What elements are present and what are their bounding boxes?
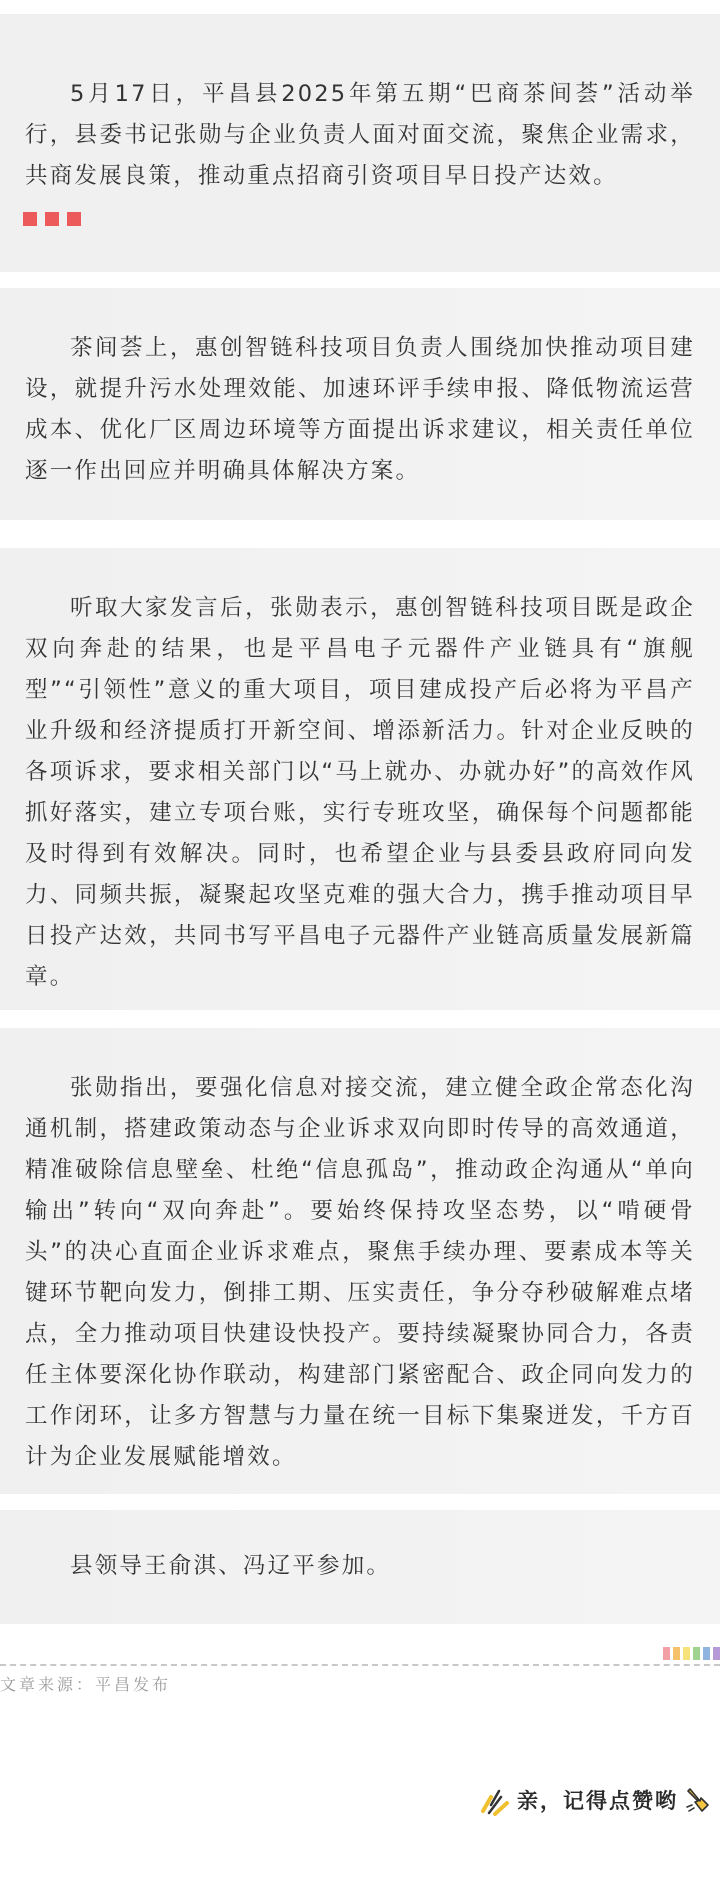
square-icon [45, 212, 59, 226]
content-card-2 [0, 288, 720, 520]
content-card-5 [0, 1510, 720, 1624]
intro-card [0, 14, 720, 272]
color-bar [713, 1647, 720, 1660]
paragraph-intro: 5月17日，平昌县2025年第五期“巴商茶间荟”活动举行，县委书记张勋与企业负责人面对面交流，聚焦企业需求，共商发展良策，推动重点招商引资项目早日投产达效。 [25, 81, 695, 189]
color-bar [663, 1647, 670, 1660]
square-icon [23, 212, 37, 226]
square-icon [67, 212, 81, 226]
content-card-4 [0, 1028, 720, 1494]
like-reminder[interactable] [477, 1780, 714, 1820]
article-source: 文章来源：平昌发布 [0, 1675, 172, 1694]
paragraph-2: 茶间荟上，惠创智链科技项目负责人围绕加快推动项目建设，就提升污水处理效能、加速环评手续申报、降低物流运营成本、优化厂区周边环境等方面提出诉求建议，相关责任单位逐一作出回应并明确具体解决方案。 [25, 335, 695, 484]
sparkle-lines-icon [477, 1783, 511, 1817]
color-bar [673, 1647, 680, 1660]
paragraph-3: 听取大家发言后，张勋表示，惠创智链科技项目既是政企双向奔赴的结果，也是平昌电子元器件产业链具有“旗舰型”“引领性”意义的重大项目，项目建成投产后必将为平昌产业升级和经济提质打开新空间、增添新活力。针对企业反映的各项诉求，要求相关部门以“马上就办、办就办好”的高效作风抓好落实，建立专项台账，实行专班攻坚，确保每个问题都能及时得到有效解决。同时，也希望企业与县委县政府同向发力、同频共振，凝聚起攻坚克难的强大合力，携手推动项目早日投产达效，共同书写平昌电子元器件产业链高质量发展新篇章。 [25, 595, 695, 990]
content-card-3 [0, 548, 720, 1010]
like-text: 亲，记得点赞哟 [517, 1789, 678, 1813]
color-bar [693, 1647, 700, 1660]
paragraph-5: 县领导王俞淇、冯辽平参加。 [70, 1553, 392, 1579]
dashed-divider [0, 1664, 720, 1666]
color-bars [663, 1647, 720, 1660]
paragraph-4: 张勋指出，要强化信息对接交流，建立健全政企常态化沟通机制，搭建政策动态与企业诉求双向即时传导的高效通道，精准破除信息壁垒、杜绝“信息孤岛”，推动政企沟通从“单向输出”转向“双向奔赴”。要始终保持攻坚态势，以“啃硬骨头”的决心直面企业诉求难点，聚焦手续办理、要素成本等关键环节靶向发力，倒排工期、压实责任，争分夺秒破解难点堵点，全力推动项目快建设快投产。要持续凝聚协同合力，各责任主体要深化协作联动，构建部门紧密配合、政企同向发力的工作闭环，让多方智慧与力量在统一目标下集聚迸发，千方百计为企业发展赋能增效。 [25, 1075, 695, 1470]
pointing-hand-icon [684, 1785, 714, 1815]
color-bar [683, 1647, 690, 1660]
color-bar [703, 1647, 710, 1660]
decorative-squares [23, 212, 81, 226]
